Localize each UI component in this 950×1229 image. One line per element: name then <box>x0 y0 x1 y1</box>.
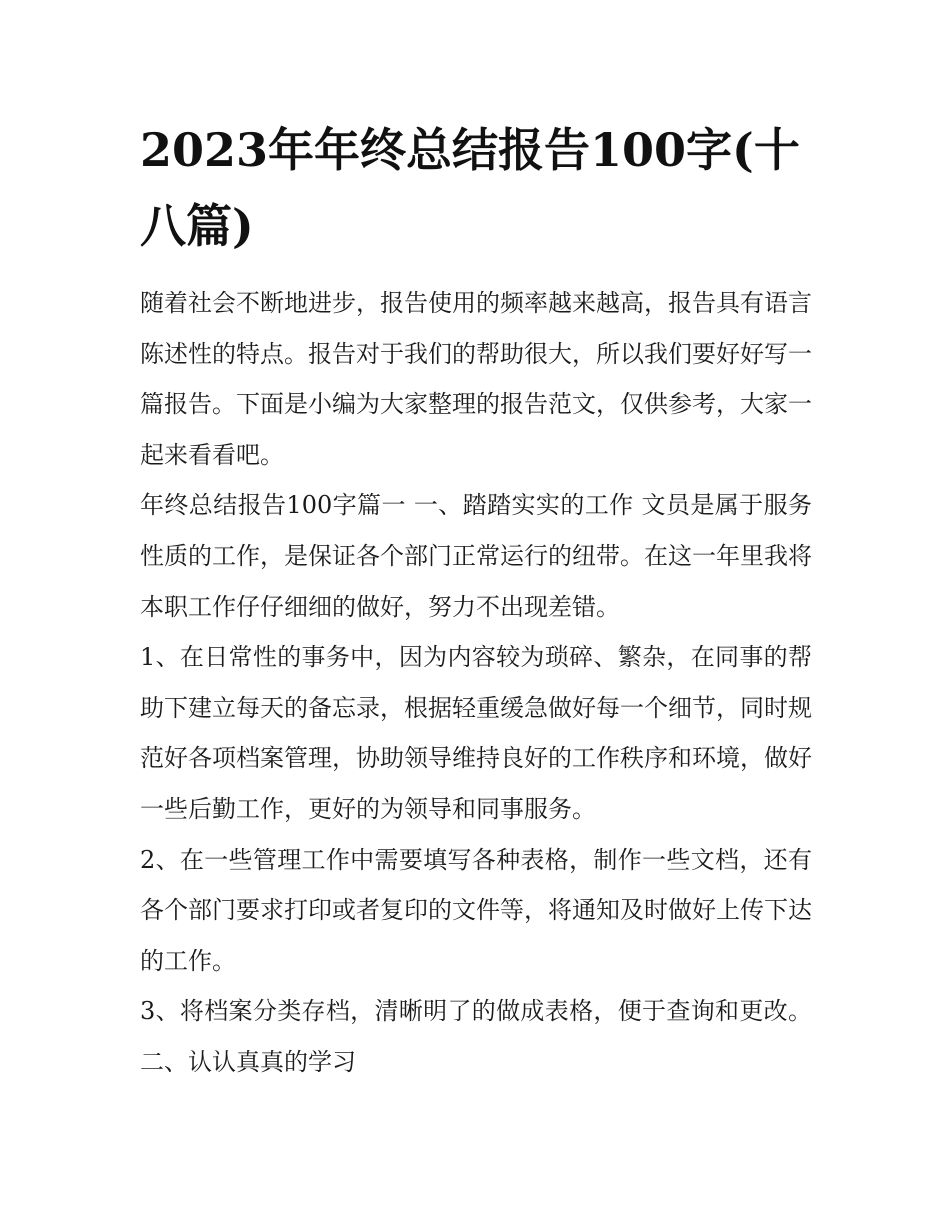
paragraph-intro: 随着社会不断地进步，报告使用的频率越来越高，报告具有语言陈述性的特点。报告对于我们的帮助很大，所以我们要好好写一篇报告。下面是小编为大家整理的报告范文，仅供参考，大家一起来看看吧。 <box>140 289 812 469</box>
document-title: 2023年年终总结报告100字(十八篇) <box>140 123 800 253</box>
paragraph-item-3: 3、将档案分类存档，清晰明了的做成表格，便于查询和更改。 二、认认真真的学习 <box>140 997 812 1076</box>
paragraph-item-2: 2、在一些管理工作中需要填写各种表格，制作一些文档，还有各个部门要求打印或者复印的文件等，将通知及时做好上传下达的工作。 <box>140 845 812 975</box>
document-page <box>140 112 812 1088</box>
paragraph-section-one: 年终总结报告100字篇一 一、踏踏实实的工作 文员是属于服务性质的工作，是保证各个部门正常运行的纽带。在这一年里我将本职工作仔仔细细的做好，努力不出现差错。 <box>140 491 812 621</box>
paragraph-item-1: 1、在日常性的事务中，因为内容较为琐碎、繁杂，在同事的帮助下建立每天的备忘录，根据轻重缓急做好每一个细节，同时规范好各项档案管理，协助领导维持良好的工作秩序和环境，做好一些后勤工作，更好的为领导和同事服务。 <box>140 643 812 823</box>
